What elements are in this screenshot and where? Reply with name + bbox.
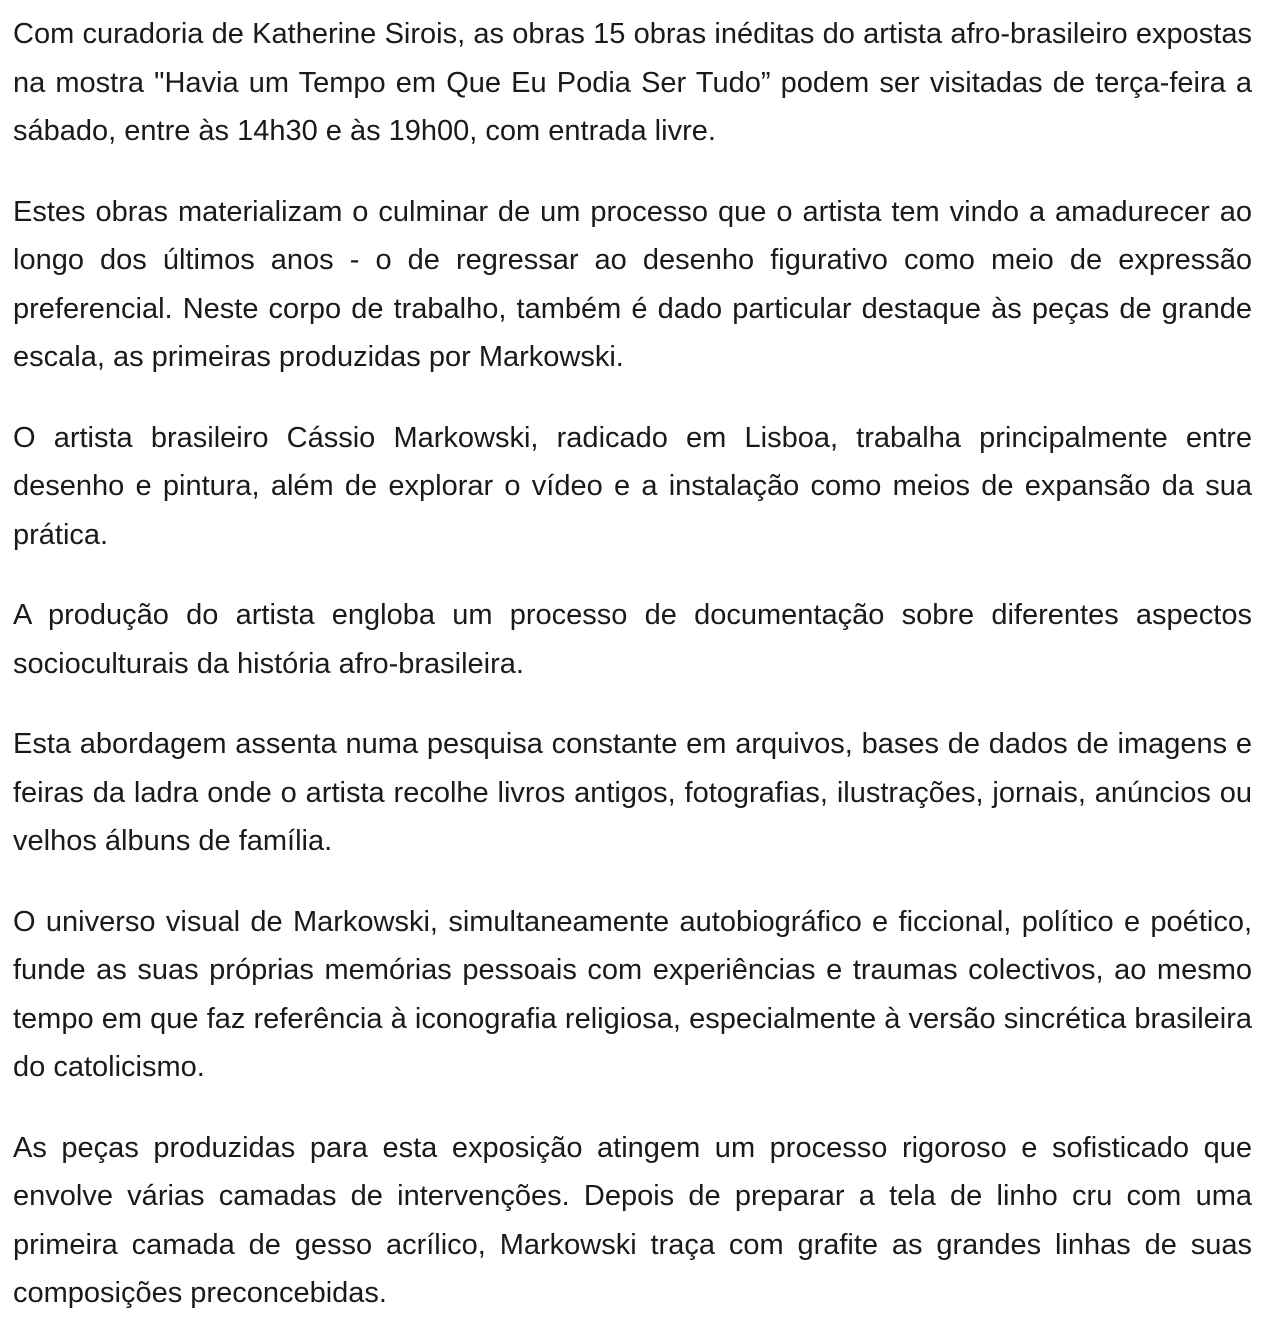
paragraph-documentation: A produção do artista engloba um processo de documentação sobre diferentes aspectos socioculturais da história afro-brasileira. <box>13 599 1252 680</box>
paragraph-visual-universe: O universo visual de Markowski, simultaneamente autobiográfico e ficcional, político e poético, funde as suas próprias memórias pessoais com experiências e traumas colectivos, ao mesmo tempo em que faz referência à iconografia religiosa, especialmente à versão sincrética brasileira do catolicismo. <box>13 905 1252 1083</box>
paragraph-technique: As peças produzidas para esta exposição atingem um processo rigoroso e sofisticado que envolve várias camadas de intervenções. Depois de preparar a tela de linho cru com uma primeira camada de gesso acrílico, Markowski traça com grafite as grandes linhas de suas composições preconcebidas. <box>13 1131 1252 1309</box>
paragraph-research-approach: Esta abordagem assenta numa pesquisa constante em arquivos, bases de dados de imagens e feiras da ladra onde o artista recolhe livros antigos, fotografias, ilustrações, jornais, anúncios ou velhos álbuns de família. <box>13 728 1252 857</box>
paragraph-exhibition-intro: Com curadoria de Katherine Sirois, as obras 15 obras inéditas do artista afro-brasileiro expostas na mostra "Havia um Tempo em Que Eu Podia Ser Tudo” podem ser visitadas de terça-feira a sábado, entre às 14h30 e às 19h00, com entrada livre. <box>13 18 1252 147</box>
paragraph-works-process: Estes obras materializam o culminar de um processo que o artista tem vindo a amadurecer ao longo dos últimos anos - o de regressar ao desenho figurativo como meio de expressão preferencial. Neste corpo de trabalho, também é dado particular destaque às peças de grande escala, as primeiras produzidas por Markowski. <box>13 195 1252 373</box>
paragraph-artist-bio: O artista brasileiro Cássio Markowski, radicado em Lisboa, trabalha principalmente entre desenho e pintura, além de explorar o vídeo e a instalação como meios de expansão da sua prática. <box>13 421 1252 551</box>
article-body <box>13 10 1252 1318</box>
